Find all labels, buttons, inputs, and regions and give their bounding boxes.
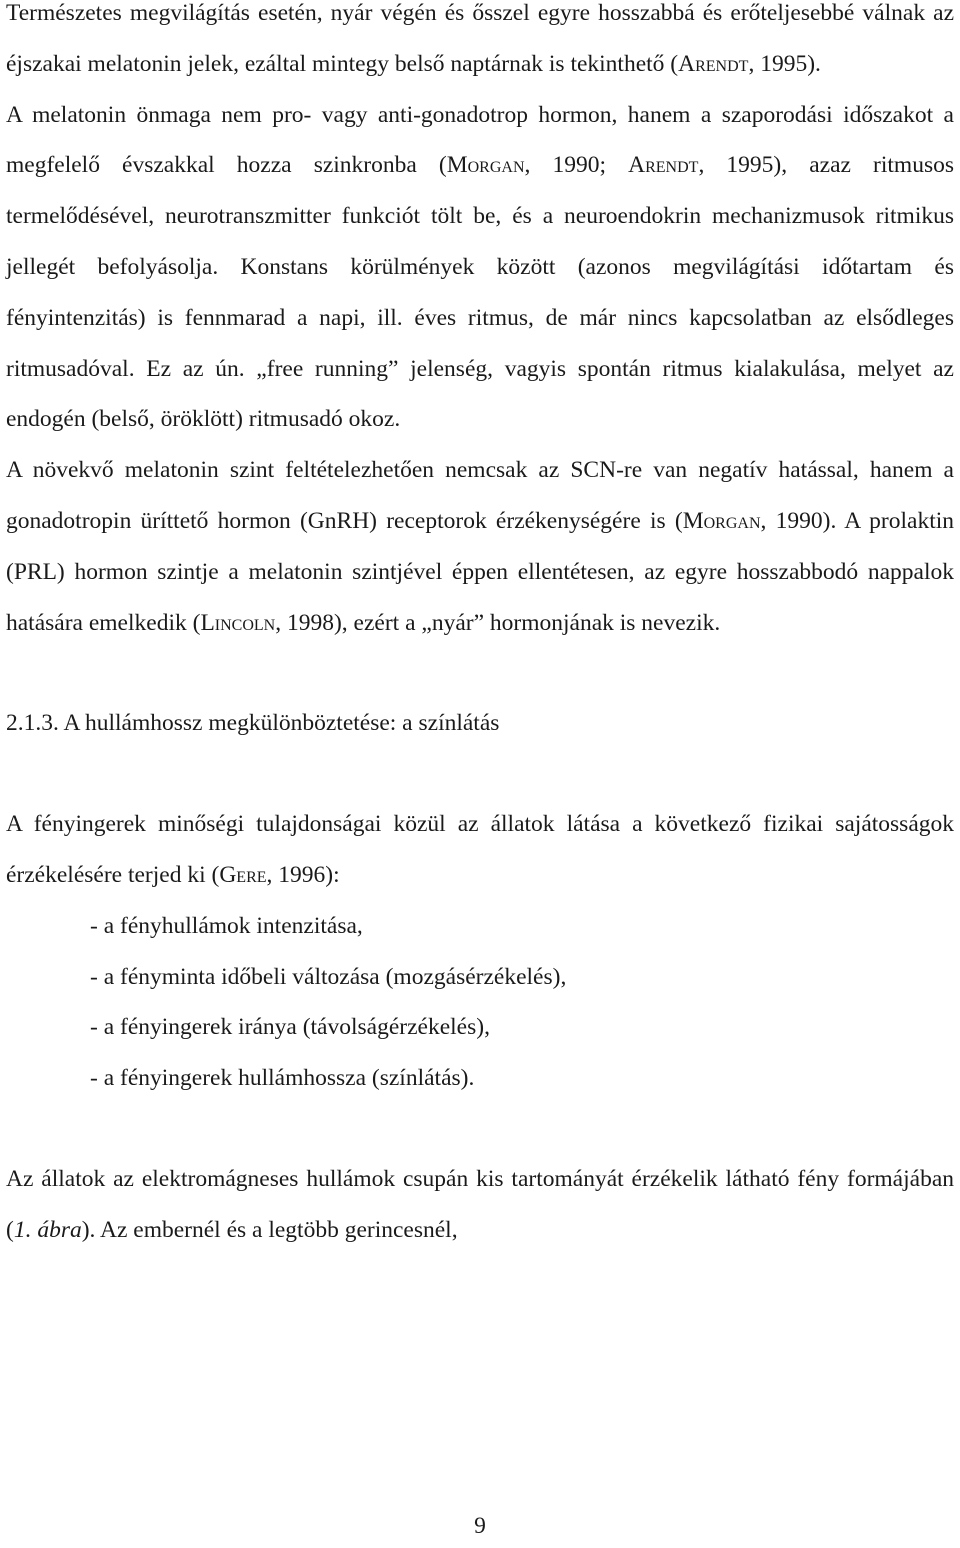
citation-author: Morgan	[682, 507, 761, 534]
paragraph-5-text: Az állatok az elektromágneses hullámok csupán kis tartományát érzékelik látható fény formájában (	[6, 1165, 954, 1243]
section-heading: 2.1.3. A hullámhossz megkülönböztetése: a színlátás	[6, 710, 500, 737]
list-item: - a fényingerek hullámhossza (színlátás).	[90, 1053, 954, 1104]
page-number: 9	[474, 1513, 486, 1539]
paragraph-2-text-mid: , 1990;	[524, 152, 629, 179]
paragraph-2-text: A melatonin önmaga nem pro- vagy anti-gonadotrop hormon, hanem a szaporodási időszakot a megfelelő évszakkal hozza szinkronba (	[6, 101, 954, 179]
paragraph-1	[6, 0, 954, 90]
citation-author: Arendt	[678, 50, 749, 77]
paragraph-2-text-end: , 1995), azaz ritmusos termelődésével, neurotranszmitter funkciót tölt be, és a neuroendokrin mechanizmusok ritmikus jellegét befolyásolja. Konstans körülmények között (azonos megvilágítási időtartam és fényintenzitás) is fennmarad a napi, ill. éves ritmus, de már nincs kapcsolatban az elsődleges ritmusadóval. Ez az ún. „free running” jelenség, vagyis spontán ritmus kialakulása, melyet az endogén (belső, öröklött) ritmusadó okoz.	[6, 152, 955, 433]
paragraph-1-text: Természetes megvilágítás esetén, nyár végén és ősszel egyre hosszabbá és erőteljesebbé válnak az éjszakai melatonin jelek, ezáltal mintegy belső naptárnak is tekinthető (	[6, 0, 954, 77]
paragraph-4-text-end: , 1996):	[266, 861, 340, 888]
paragraph-4-text: A fényingerek minőségi tulajdonságai közül az állatok látása a következő fizikai sajátosságok érzékelésére terjed ki (	[6, 811, 954, 888]
citation-author: Morgan	[446, 152, 525, 179]
paragraph-1-text-end: , 1995).	[748, 50, 821, 77]
paragraph-3-text: A növekvő melatonin szint feltételezhetően nemcsak az SCN-re van negatív hatással, hanem a gonadotropin üríttető hormon (GnRH) receptorok érzékenységére is (	[6, 457, 954, 534]
document-page	[6, 0, 954, 1256]
paragraph-3-text-mid: , 1990). A prolaktin (PRL) hormon szintje a melatonin szintjével éppen ellentétesen, az egyre hosszabbodó nappalok hatására emelkedik (	[6, 507, 955, 636]
list-item: - a fényingerek iránya (távolságérzékelés),	[90, 1002, 954, 1053]
citation-author: Lincoln	[200, 609, 276, 636]
list-item: - a fényhullámok intenzitása,	[90, 901, 954, 952]
paragraph-3	[6, 445, 954, 648]
figure-reference: 1. ábra	[13, 1216, 82, 1243]
paragraph-3-text-end: , 1998), ezért a „nyár” hormonjának is nevezik.	[275, 609, 721, 636]
paragraph-5-text-end: ). Az embernél és a legtöbb gerincesnél,	[81, 1216, 458, 1243]
paragraph-2	[6, 90, 954, 446]
property-list	[6, 901, 954, 1104]
list-item: - a fényminta időbeli változása (mozgásérzékelés),	[90, 952, 954, 1003]
citation-author: Gere	[219, 861, 267, 888]
paragraph-5	[6, 1154, 954, 1256]
citation-author: Arendt	[628, 152, 699, 179]
paragraph-4	[6, 799, 954, 901]
